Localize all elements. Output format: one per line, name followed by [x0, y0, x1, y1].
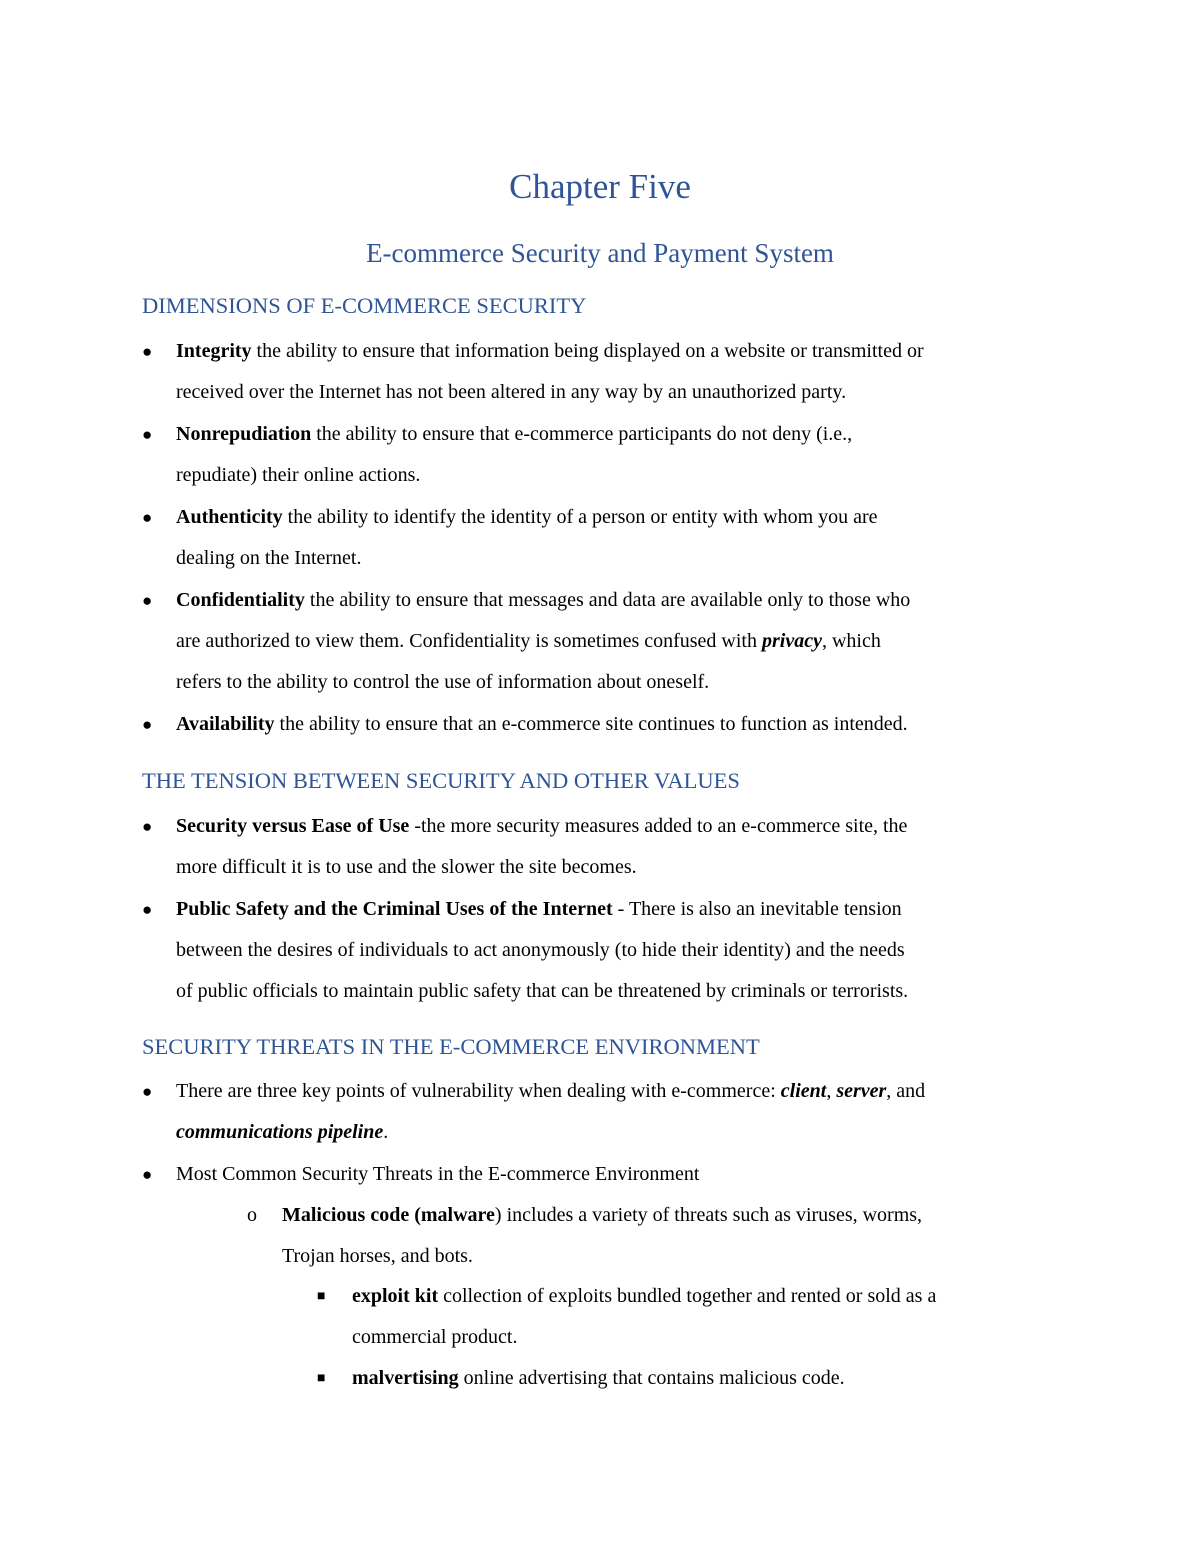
bullet-icon: ● [142, 508, 153, 527]
bullet-icon: ● [142, 817, 153, 836]
list-item: ● There are three key points of vulnerability when dealing with e-commerce: client, server, and communications pipeline. [176, 1071, 925, 1153]
sub-list-item: o Malicious code (malware) includes a variety of threats such as viruses, worms, Trojan horses, and bots. [282, 1195, 922, 1277]
bullet-icon: ● [142, 1082, 153, 1101]
list-item: ● Integrity the ability to ensure that information being displayed on a website or transmitted or received over the Internet has not been altered in any way by an unauthorized party. [176, 331, 924, 413]
term: Authenticity [176, 506, 283, 528]
list-item: ● Nonrepudiation the ability to ensure that e-commerce participants do not deny (i.e., repudiate) their online actions. [176, 414, 852, 496]
list-item: ● Most Common Security Threats in the E-commerce Environment [176, 1154, 699, 1195]
section-heading: THE TENSION BETWEEN SECURITY AND OTHER VALUES [142, 768, 740, 793]
term: Nonrepudiation [176, 423, 312, 445]
list-item: ● Availability the ability to ensure that an e-commerce site continues to function as intended. [176, 704, 908, 745]
emphasis: communications pipeline [176, 1121, 384, 1143]
list-item: ● Public Safety and the Criminal Uses of the Internet - There is also an inevitable tension between the desires of individuals to act anonymously (to hide their identity) and the needs of public officials to maintain public safety that can be threatened by criminals or terrorists. [176, 889, 908, 1012]
term: Security versus Ease of Use [176, 815, 410, 837]
term: Public Safety and the Criminal Uses of the Internet [176, 898, 613, 920]
list-item: ● Authenticity the ability to identify the identity of a person or entity with whom you are dealing on the Internet. [176, 497, 878, 579]
term: exploit kit [352, 1285, 439, 1307]
bullet-icon: ● [142, 1165, 153, 1184]
emphasis: privacy [761, 630, 822, 652]
circle-bullet-icon: o [247, 1204, 257, 1226]
term: Confidentiality [176, 589, 305, 611]
chapter-title: Chapter Five [509, 167, 691, 206]
term: malvertising [352, 1367, 459, 1389]
square-bullet-icon: ■ [317, 1371, 326, 1386]
square-bullet-icon: ■ [317, 1289, 326, 1304]
bullet-icon: ● [142, 425, 153, 444]
bullet-icon: ● [142, 900, 153, 919]
sub-sub-list-item: ■ malvertising online advertising that contains malicious code. [352, 1358, 845, 1399]
sub-sub-list-item: ■ exploit kit collection of exploits bundled together and rented or sold as a commercial product. [352, 1276, 936, 1358]
emphasis: server [836, 1080, 887, 1102]
bullet-icon: ● [142, 591, 153, 610]
bullet-icon: ● [142, 342, 153, 361]
bullet-icon: ● [142, 715, 153, 734]
term: Malicious code (malware [282, 1204, 495, 1226]
section-heading: DIMENSIONS OF E-COMMERCE SECURITY [142, 293, 587, 318]
chapter-subtitle: E-commerce Security and Payment System [366, 238, 834, 268]
emphasis: client [780, 1080, 827, 1102]
section-heading: SECURITY THREATS IN THE E-COMMERCE ENVIRONMENT [142, 1034, 760, 1059]
term: Integrity [176, 340, 252, 362]
term: Availability [176, 713, 275, 735]
list-item: ● Security versus Ease of Use -the more security measures added to an e-commerce site, the more difficult it is to use and the slower the site becomes. [176, 806, 907, 888]
list-item: ● Confidentiality the ability to ensure that messages and data are available only to those who are authorized to view them. Confidentiality is sometimes confused with privacy, which refers to the ability to control the use of information about oneself. [176, 580, 910, 703]
